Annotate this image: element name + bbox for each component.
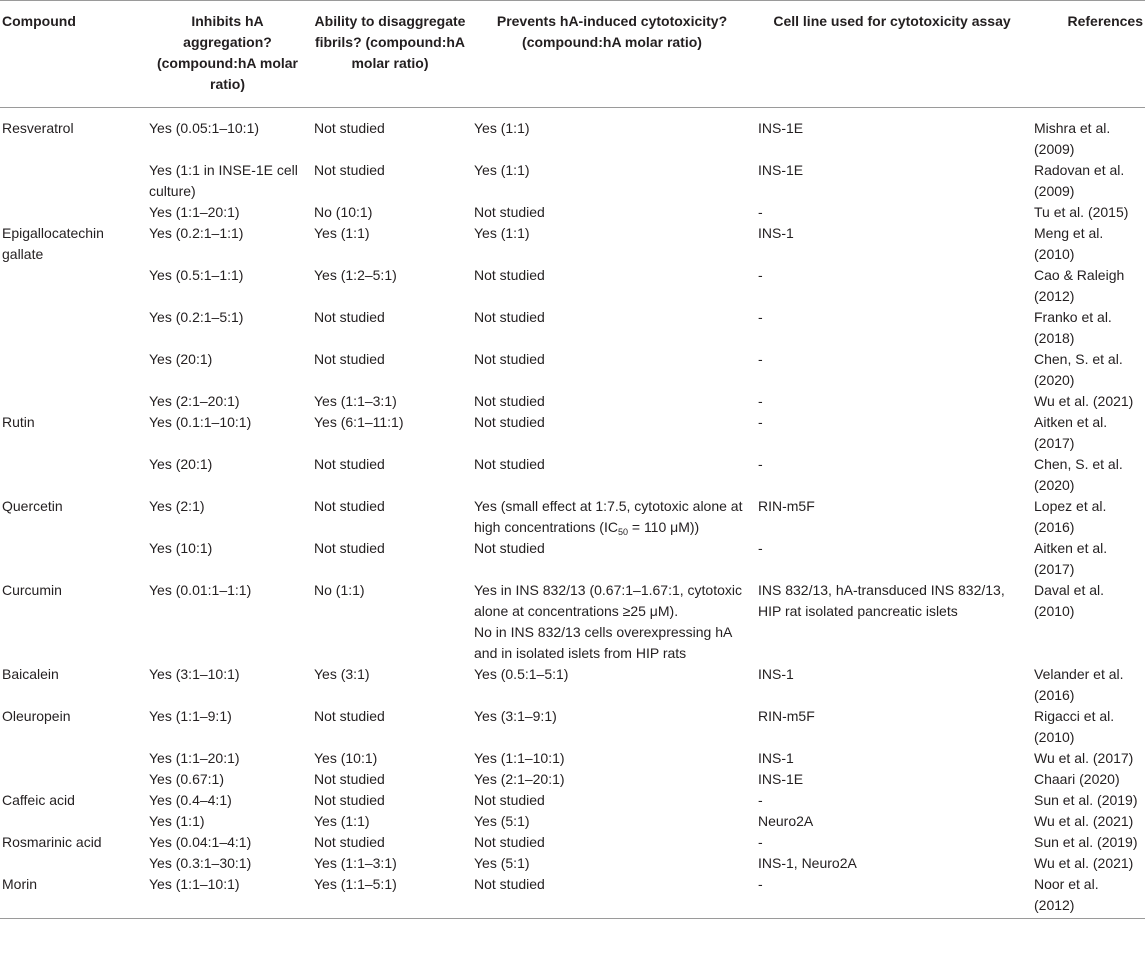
cell-prevents-cytotoxicity: Not studied — [474, 204, 545, 220]
cell-inhibits-aggregation: Yes (20:1) — [149, 456, 213, 472]
table-row — [0, 496, 1145, 538]
cell-reference: Meng et al. (2010) — [1034, 225, 1104, 262]
cell-prevents-cytotoxicity: Yes (1:1) — [474, 120, 530, 136]
cell-compound — [0, 265, 145, 307]
cell-disaggregate: Not studied — [314, 351, 385, 367]
cell-disaggregate: Yes (1:1) — [314, 813, 370, 829]
cell-inhibits-aggregation: Yes (1:1) — [149, 813, 205, 829]
table-row — [0, 108, 1145, 161]
cell-prevents-cytotoxicity: Not studied — [474, 267, 545, 283]
cell-inhibits-aggregation: Yes (0.2:1–5:1) — [149, 309, 244, 325]
cell-prevents-cytotoxicity: Yes (3:1–9:1) — [474, 708, 557, 724]
header-compound: Compound — [0, 1, 145, 108]
cell-reference: Sun et al. (2019) — [1034, 792, 1138, 808]
cell-prevents-cytotoxicity: Not studied — [474, 540, 545, 556]
header-prevents-cytotoxicity: Prevents hA-induced cytotoxicity? (compound:hA molar ratio) — [470, 1, 754, 108]
cell-prevents-cytotoxicity: Yes (2:1–20:1) — [474, 771, 565, 787]
cell-reference: Franko et al. (2018) — [1034, 309, 1112, 346]
cell-compound: Caffeic acid — [2, 792, 75, 808]
cell-cell-line: - — [758, 456, 763, 472]
header-cell-line: Cell line used for cytotoxicity assay — [754, 1, 1030, 108]
cell-prevents-cytotoxicity: Yes (1:1) — [474, 162, 530, 178]
table-row — [0, 202, 1145, 223]
cell-disaggregate: Yes (1:1–3:1) — [314, 855, 397, 871]
cell-inhibits-aggregation: Yes (0.4–4:1) — [149, 792, 232, 808]
cell-prevents-cytotoxicity: Not studied — [474, 414, 545, 430]
cell-compound — [0, 538, 145, 580]
cell-cell-line: - — [758, 351, 763, 367]
cell-reference: Cao & Raleigh (2012) — [1034, 267, 1125, 304]
cell-cell-line: - — [758, 393, 763, 409]
cell-cell-line: - — [758, 834, 763, 850]
cell-cell-line: INS-1 — [758, 750, 794, 766]
cell-cell-line: RIN-m5F — [758, 708, 815, 724]
cell-compound: Resveratrol — [2, 120, 74, 136]
cell-reference: Rigacci et al. (2010) — [1034, 708, 1115, 745]
table-row — [0, 853, 1145, 874]
cell-inhibits-aggregation: Yes (0.3:1–30:1) — [149, 855, 252, 871]
cell-compound: Rosmarinic acid — [2, 834, 102, 850]
cell-inhibits-aggregation: Yes (20:1) — [149, 351, 213, 367]
table-row — [0, 454, 1145, 496]
cell-disaggregate: Yes (10:1) — [314, 750, 378, 766]
cell-reference: Velander et al. (2016) — [1034, 666, 1124, 703]
cell-disaggregate: Yes (3:1) — [314, 666, 370, 682]
cell-cell-line: INS-1E — [758, 771, 804, 787]
cell-inhibits-aggregation: Yes (0.1:1–10:1) — [149, 414, 252, 430]
cell-disaggregate: Not studied — [314, 834, 385, 850]
cell-cell-line: INS-1E — [758, 162, 804, 178]
cell-cell-line: Neuro2A — [758, 813, 814, 829]
cell-compound — [0, 853, 145, 874]
cell-prevents-cytotoxicity: Not studied — [474, 456, 545, 472]
cell-prevents-cytotoxicity: Not studied — [470, 874, 754, 919]
table-row — [0, 160, 1145, 202]
cell-compound: Baicalein — [2, 666, 59, 682]
cell-disaggregate: Yes (1:1–5:1) — [310, 874, 470, 919]
table-row — [0, 706, 1145, 748]
cell-reference: Wu et al. (2017) — [1034, 750, 1134, 766]
cell-inhibits-aggregation: Yes (0.04:1–4:1) — [149, 834, 252, 850]
cell-reference: Sun et al. (2019) — [1034, 834, 1138, 850]
table-row — [0, 664, 1145, 706]
table-row — [0, 265, 1145, 307]
cell-reference: Mishra et al. (2009) — [1034, 120, 1111, 157]
cell-compound — [0, 391, 145, 412]
cell-inhibits-aggregation: Yes (1:1–10:1) — [145, 874, 310, 919]
cell-inhibits-aggregation: Yes (2:1–20:1) — [149, 393, 240, 409]
cell-reference: Lopez et al. (2016) — [1034, 498, 1107, 535]
cell-disaggregate: Not studied — [314, 540, 385, 556]
cell-cell-line: - — [758, 204, 763, 220]
cell-inhibits-aggregation: Yes (1:1 in INSE-1E cell culture) — [149, 162, 298, 199]
table-row — [0, 748, 1145, 769]
cell-cell-line: INS-1E — [758, 120, 804, 136]
table-row — [0, 769, 1145, 790]
table-row — [0, 790, 1145, 811]
table-row — [0, 580, 1145, 664]
cell-compound — [0, 202, 145, 223]
cell-reference: Wu et al. (2021) — [1034, 393, 1134, 409]
cell-cell-line: - — [758, 267, 763, 283]
cell-inhibits-aggregation: Yes (0.01:1–1:1) — [149, 582, 252, 598]
cell-cell-line: - — [754, 874, 1030, 919]
cell-compound: Oleuropein — [2, 708, 71, 724]
header-inhibits-aggregation: Inhibits hA aggregation? (compound:hA molar ratio) — [145, 1, 310, 108]
cell-disaggregate: Yes (1:1) — [314, 225, 370, 241]
cell-prevents-cytotoxicity: Yes (5:1) — [474, 813, 530, 829]
cell-reference: Tu et al. (2015) — [1034, 204, 1129, 220]
cell-compound: Quercetin — [2, 498, 63, 514]
cell-disaggregate: Not studied — [314, 456, 385, 472]
cell-prevents-cytotoxicity: Not studied — [474, 351, 545, 367]
cell-cell-line: INS-1 — [758, 666, 794, 682]
cell-prevents-cytotoxicity: Yes (5:1) — [474, 855, 530, 871]
cell-prevents-cytotoxicity: Yes (1:1–10:1) — [474, 750, 565, 766]
cell-cell-line: - — [758, 309, 763, 325]
cell-prevents-cytotoxicity: Not studied — [474, 393, 545, 409]
cell-prevents-cytotoxicity: Yes (small effect at 1:7.5, cytotoxic alone at high concentrations ($IC_{50} = 110$ μM)) — [474, 498, 743, 537]
cell-cell-line: INS-1 — [758, 225, 794, 241]
cell-disaggregate: Not studied — [314, 708, 385, 724]
cell-reference: Chen, S. et al. (2020) — [1034, 351, 1123, 388]
cell-disaggregate: Not studied — [314, 309, 385, 325]
cell-cell-line: INS 832/13, hA-transduced INS 832/13, HIP rat isolated pancreatic islets — [758, 582, 1005, 619]
table-row — [0, 811, 1145, 832]
cell-cell-line: - — [758, 414, 763, 430]
cell-compound — [0, 349, 145, 391]
header-references: References — [1030, 1, 1145, 108]
cell-reference: Aitken et al. (2017) — [1034, 540, 1108, 577]
cell-disaggregate: Not studied — [314, 162, 385, 178]
cell-disaggregate: Not studied — [314, 498, 385, 514]
table-row — [0, 832, 1145, 853]
cell-cell-line: - — [758, 792, 763, 808]
cell-reference: Aitken et al. (2017) — [1034, 414, 1108, 451]
cell-reference: Noor et al. (2012) — [1030, 874, 1145, 919]
cell-disaggregate: Not studied — [314, 120, 385, 136]
cell-reference: Wu et al. (2021) — [1034, 855, 1134, 871]
table-row — [0, 349, 1145, 391]
header-row — [0, 1, 1145, 108]
cell-prevents-cytotoxicity: Yes (0.5:1–5:1) — [474, 666, 569, 682]
cell-cell-line: RIN-m5F — [758, 498, 815, 514]
cell-compound: Rutin — [2, 414, 35, 430]
cell-inhibits-aggregation: Yes (1:1–9:1) — [149, 708, 232, 724]
cell-prevents-cytotoxicity: Not studied — [474, 309, 545, 325]
cell-inhibits-aggregation: Yes (0.67:1) — [149, 771, 224, 787]
table-body — [0, 108, 1145, 919]
table-row — [0, 412, 1145, 454]
cell-reference: Chen, S. et al. (2020) — [1034, 456, 1123, 493]
header-disaggregate-fibrils: Ability to disaggregate fibrils? (compound:hA molar ratio) — [310, 1, 470, 108]
cell-disaggregate: No (10:1) — [314, 204, 373, 220]
cell-reference: Daval et al. (2010) — [1034, 582, 1105, 619]
cell-prevents-cytotoxicity: Yes in INS 832/13 (0.67:1–1.67:1, cytotoxic alone at concentrations ≥25 μM). No in INS 832/13 cells overexpressing hA and in isolated islets from HIP rats — [474, 582, 742, 661]
cell-disaggregate: Yes (1:2–5:1) — [314, 267, 397, 283]
cell-compound — [0, 307, 145, 349]
cell-disaggregate: Not studied — [314, 771, 385, 787]
cell-inhibits-aggregation: Yes (2:1) — [149, 498, 205, 514]
cell-compound — [0, 769, 145, 790]
cell-inhibits-aggregation: Yes (0.2:1–1:1) — [149, 225, 244, 241]
cell-inhibits-aggregation: Yes (0.05:1–10:1) — [149, 120, 260, 136]
cell-inhibits-aggregation: Yes (10:1) — [149, 540, 213, 556]
cell-inhibits-aggregation: Yes (1:1–20:1) — [149, 750, 240, 766]
cell-disaggregate: No (1:1) — [314, 582, 365, 598]
cell-inhibits-aggregation: Yes (0.5:1–1:1) — [149, 267, 244, 283]
cell-reference: Chaari (2020) — [1034, 771, 1120, 787]
table-row — [0, 874, 1145, 919]
cell-inhibits-aggregation: Yes (1:1–20:1) — [149, 204, 240, 220]
cell-reference: Wu et al. (2021) — [1034, 813, 1134, 829]
table-row — [0, 538, 1145, 580]
cell-disaggregate: Yes (6:1–11:1) — [314, 414, 404, 430]
cell-cell-line: - — [758, 540, 763, 556]
cell-compound — [0, 748, 145, 769]
cell-compound: Curcumin — [2, 582, 62, 598]
cell-compound — [0, 160, 145, 202]
cell-inhibits-aggregation: Yes (3:1–10:1) — [149, 666, 240, 682]
cell-disaggregate: Not studied — [314, 792, 385, 808]
cell-reference: Radovan et al. (2009) — [1034, 162, 1125, 199]
cell-compound: Epigallocatechin gallate — [2, 225, 104, 262]
table-row — [0, 307, 1145, 349]
cell-prevents-cytotoxicity: Yes (1:1) — [474, 225, 530, 241]
table-row — [0, 391, 1145, 412]
cell-prevents-cytotoxicity: Not studied — [474, 792, 545, 808]
cell-compound: Morin — [0, 874, 145, 919]
cell-compound — [0, 811, 145, 832]
cell-prevents-cytotoxicity: Not studied — [474, 834, 545, 850]
cell-cell-line: INS-1, Neuro2A — [758, 855, 857, 871]
table-row — [0, 223, 1145, 265]
cell-compound — [0, 454, 145, 496]
cell-disaggregate: Yes (1:1–3:1) — [314, 393, 397, 409]
